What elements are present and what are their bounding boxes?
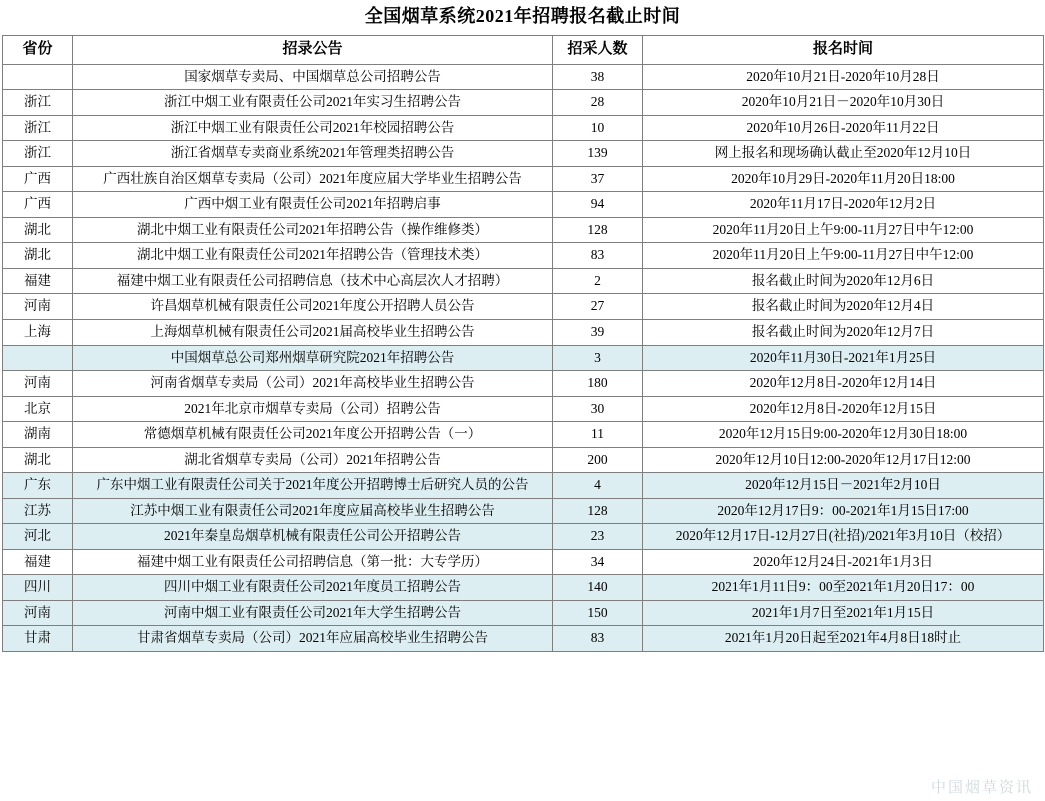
- cell-time: 2020年12月10日12:00-2020年12月17日12:00: [643, 447, 1044, 473]
- cell-count: 4: [553, 473, 643, 499]
- cell-count: 34: [553, 549, 643, 575]
- cell-notice: 湖北中烟工业有限责任公司2021年招聘公告（操作维修类）: [73, 217, 553, 243]
- cell-count: 28: [553, 90, 643, 116]
- cell-notice: 浙江中烟工业有限责任公司2021年实习生招聘公告: [73, 90, 553, 116]
- cell-count: 150: [553, 600, 643, 626]
- cell-count: 128: [553, 217, 643, 243]
- cell-notice: 广东中烟工业有限责任公司关于2021年度公开招聘博士后研究人员的公告: [73, 473, 553, 499]
- cell-notice: 江苏中烟工业有限责任公司2021年度应届高校毕业生招聘公告: [73, 498, 553, 524]
- table-row: [3, 422, 1044, 448]
- cell-count: 10: [553, 115, 643, 141]
- table-body: [3, 64, 1044, 651]
- cell-count: 200: [553, 447, 643, 473]
- cell-time: 2020年12月17日9：00-2021年1月15日17:00: [643, 498, 1044, 524]
- cell-notice: 福建中烟工业有限责任公司招聘信息（技术中心高层次人才招聘）: [73, 268, 553, 294]
- table-row: [3, 243, 1044, 269]
- table-row: [3, 549, 1044, 575]
- cell-time: 2020年10月29日-2020年11月20日18:00: [643, 166, 1044, 192]
- table-row: [3, 115, 1044, 141]
- table-row: [3, 473, 1044, 499]
- table-row: [3, 498, 1044, 524]
- cell-notice: 浙江省烟草专卖商业系统2021年管理类招聘公告: [73, 141, 553, 167]
- cell-province: 浙江: [3, 141, 73, 167]
- cell-count: 140: [553, 575, 643, 601]
- watermark: 中国烟草资讯: [930, 779, 1033, 796]
- cell-time: 2020年12月8日-2020年12月14日: [643, 371, 1044, 397]
- cell-count: 23: [553, 524, 643, 550]
- cell-time: 网上报名和现场确认截止至2020年12月10日: [643, 141, 1044, 167]
- cell-time: 报名截止时间为2020年12月7日: [643, 320, 1044, 346]
- cell-time: 2020年12月24日-2021年1月3日: [643, 549, 1044, 575]
- cell-count: 83: [553, 626, 643, 652]
- table-header: [3, 35, 1044, 64]
- cell-count: 2: [553, 268, 643, 294]
- column-header-notice: 招录公告: [73, 35, 553, 64]
- cell-notice: 福建中烟工业有限责任公司招聘信息（第一批：大专学历）: [73, 549, 553, 575]
- column-header-count: 招采人数: [553, 35, 643, 64]
- cell-province: 福建: [3, 268, 73, 294]
- cell-notice: 河南中烟工业有限责任公司2021年大学生招聘公告: [73, 600, 553, 626]
- table-row: [3, 396, 1044, 422]
- cell-count: 30: [553, 396, 643, 422]
- cell-count: 38: [553, 64, 643, 90]
- cell-notice: 四川中烟工业有限责任公司2021年度员工招聘公告: [73, 575, 553, 601]
- cell-time: 报名截止时间为2020年12月4日: [643, 294, 1044, 320]
- table-row: [3, 600, 1044, 626]
- table-row: [3, 345, 1044, 371]
- cell-notice: 常德烟草机械有限责任公司2021年度公开招聘公告（一）: [73, 422, 553, 448]
- cell-province: 浙江: [3, 90, 73, 116]
- cell-province: 福建: [3, 549, 73, 575]
- cell-count: 180: [553, 371, 643, 397]
- cell-province: 江苏: [3, 498, 73, 524]
- cell-province: 河南: [3, 371, 73, 397]
- cell-time: 2020年12月15日9:00-2020年12月30日18:00: [643, 422, 1044, 448]
- cell-notice: 湖北中烟工业有限责任公司2021年招聘公告（管理技术类）: [73, 243, 553, 269]
- cell-notice: 河南省烟草专卖局（公司）2021年高校毕业生招聘公告: [73, 371, 553, 397]
- cell-count: 37: [553, 166, 643, 192]
- cell-notice: 浙江中烟工业有限责任公司2021年校园招聘公告: [73, 115, 553, 141]
- cell-province: 湖北: [3, 243, 73, 269]
- cell-time: 2020年12月15日－2021年2月10日: [643, 473, 1044, 499]
- cell-notice: 甘肃省烟草专卖局（公司）2021年应届高校毕业生招聘公告: [73, 626, 553, 652]
- cell-time: 2020年12月17日-12月27日(社招)/2021年3月10日（校招）: [643, 524, 1044, 550]
- table-row: [3, 217, 1044, 243]
- cell-notice: 2021年秦皇岛烟草机械有限责任公司公开招聘公告: [73, 524, 553, 550]
- cell-time: 2020年10月26日-2020年11月22日: [643, 115, 1044, 141]
- table-row: [3, 320, 1044, 346]
- cell-count: 128: [553, 498, 643, 524]
- cell-notice: 许昌烟草机械有限责任公司2021年度公开招聘人员公告: [73, 294, 553, 320]
- cell-time: 2020年10月21日－2020年10月30日: [643, 90, 1044, 116]
- column-header-time: 报名时间: [643, 35, 1044, 64]
- cell-time: 2021年1月7日至2021年1月15日: [643, 600, 1044, 626]
- cell-notice: 国家烟草专卖局、中国烟草总公司招聘公告: [73, 64, 553, 90]
- cell-time: 2020年10月21日-2020年10月28日: [643, 64, 1044, 90]
- table-row: [3, 626, 1044, 652]
- cell-time: 2021年1月11日9：00至2021年1月20日17：00: [643, 575, 1044, 601]
- cell-count: 3: [553, 345, 643, 371]
- cell-province: 浙江: [3, 115, 73, 141]
- table-row: [3, 166, 1044, 192]
- cell-notice: 2021年北京市烟草专卖局（公司）招聘公告: [73, 396, 553, 422]
- cell-province: 河南: [3, 600, 73, 626]
- cell-time: 2020年12月8日-2020年12月15日: [643, 396, 1044, 422]
- cell-province: 北京: [3, 396, 73, 422]
- table-row: [3, 268, 1044, 294]
- cell-count: 139: [553, 141, 643, 167]
- table-row: [3, 141, 1044, 167]
- table-header-row: [3, 35, 1044, 64]
- cell-province: 甘肃: [3, 626, 73, 652]
- table-row: [3, 447, 1044, 473]
- recruitment-table: [2, 35, 1044, 652]
- cell-province: 河南: [3, 294, 73, 320]
- cell-province: 上海: [3, 320, 73, 346]
- table-row: [3, 192, 1044, 218]
- cell-province: 广东: [3, 473, 73, 499]
- table-row: [3, 64, 1044, 90]
- table-row: [3, 294, 1044, 320]
- cell-province: [3, 64, 73, 90]
- cell-province: 河北: [3, 524, 73, 550]
- table-row: [3, 575, 1044, 601]
- table-row: [3, 90, 1044, 116]
- cell-notice: 中国烟草总公司郑州烟草研究院2021年招聘公告: [73, 345, 553, 371]
- cell-province: [3, 345, 73, 371]
- cell-count: 83: [553, 243, 643, 269]
- cell-province: 广西: [3, 192, 73, 218]
- cell-province: 四川: [3, 575, 73, 601]
- cell-notice: 上海烟草机械有限责任公司2021届高校毕业生招聘公告: [73, 320, 553, 346]
- cell-count: 27: [553, 294, 643, 320]
- cell-count: 11: [553, 422, 643, 448]
- cell-time: 2020年11月30日-2021年1月25日: [643, 345, 1044, 371]
- cell-count: 39: [553, 320, 643, 346]
- cell-notice: 广西壮族自治区烟草专卖局（公司）2021年度应届大学毕业生招聘公告: [73, 166, 553, 192]
- column-header-province: 省份: [3, 35, 73, 64]
- cell-notice: 湖北省烟草专卖局（公司）2021年招聘公告: [73, 447, 553, 473]
- cell-time: 2020年11月20日上午9:00-11月27日中午12:00: [643, 217, 1044, 243]
- cell-province: 湖南: [3, 422, 73, 448]
- table-row: [3, 524, 1044, 550]
- cell-time: 2020年11月20日上午9:00-11月27日中午12:00: [643, 243, 1044, 269]
- cell-time: 报名截止时间为2020年12月6日: [643, 268, 1044, 294]
- cell-province: 湖北: [3, 447, 73, 473]
- page-title: 全国烟草系统2021年招聘报名截止时间: [364, 6, 681, 26]
- cell-time: 2020年11月17日-2020年12月2日: [643, 192, 1044, 218]
- cell-time: 2021年1月20日起至2021年4月8日18时止: [643, 626, 1044, 652]
- cell-province: 广西: [3, 166, 73, 192]
- cell-notice: 广西中烟工业有限责任公司2021年招聘启事: [73, 192, 553, 218]
- cell-province: 湖北: [3, 217, 73, 243]
- cell-count: 94: [553, 192, 643, 218]
- table-row: [3, 371, 1044, 397]
